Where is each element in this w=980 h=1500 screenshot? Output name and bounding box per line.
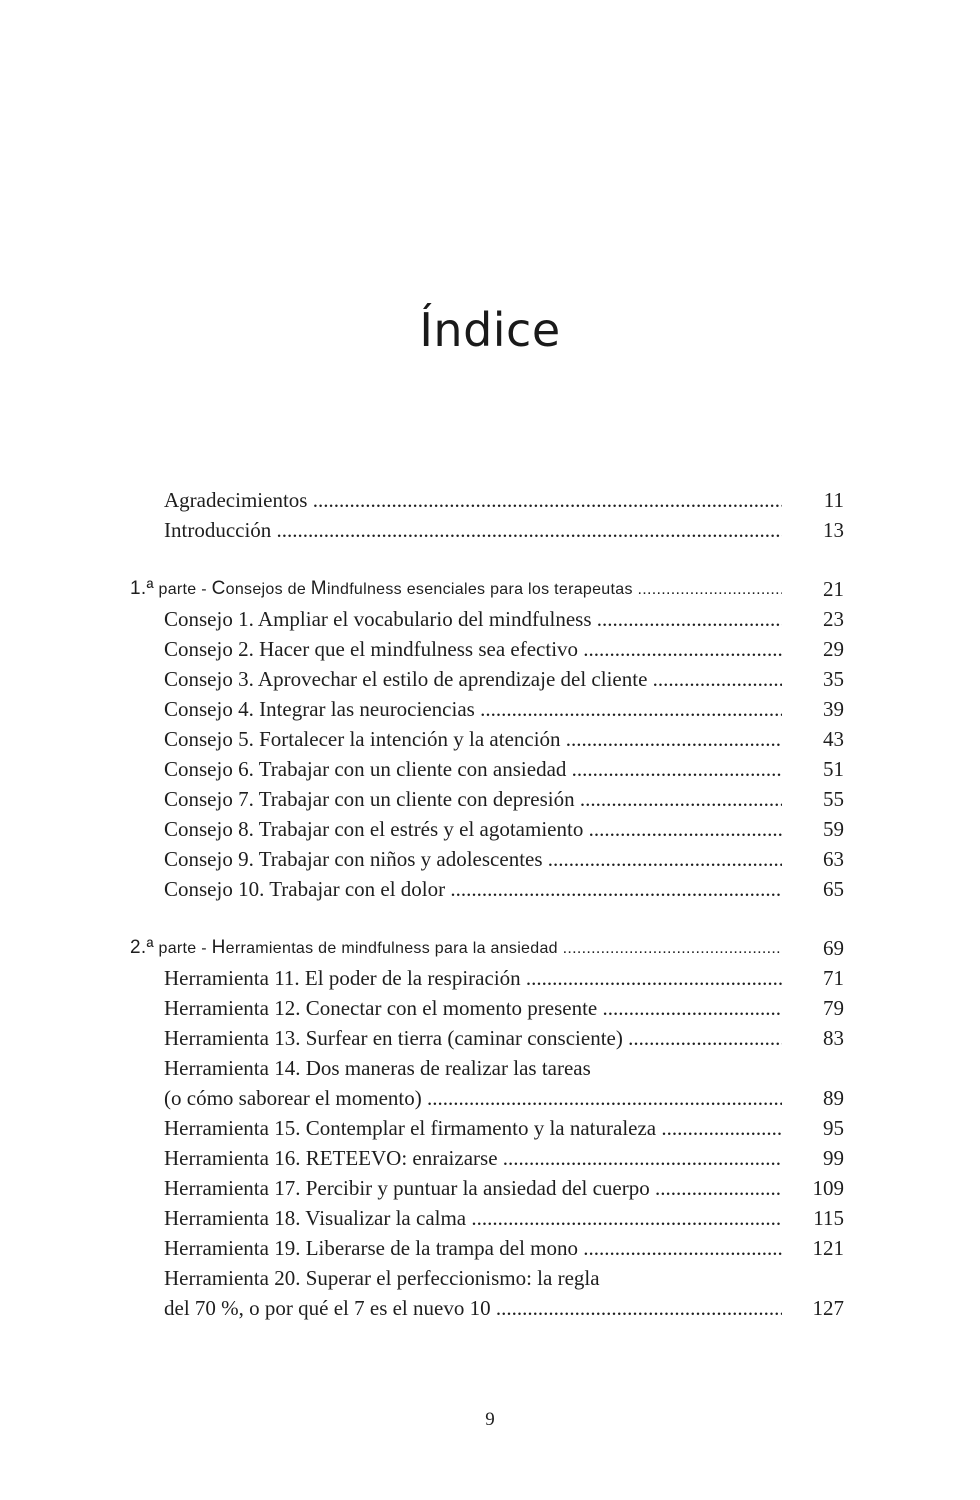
toc-entry-page: 21 bbox=[823, 577, 844, 601]
toc-entry-page: 109 bbox=[812, 1176, 844, 1200]
toc-entry-page: 63 bbox=[823, 847, 844, 871]
table-of-contents bbox=[130, 485, 850, 1323]
toc-entry bbox=[130, 694, 850, 724]
toc-entry-page: 11 bbox=[823, 488, 844, 512]
toc-entry bbox=[130, 1263, 850, 1293]
toc-entry-page: 59 bbox=[823, 817, 844, 841]
toc-entry-title: Consejo 10. Trabajar con el dolor ..... bbox=[164, 874, 782, 904]
toc-entry-title: Consejo 9. Trabajar con niños y adolescentes ..... bbox=[164, 844, 782, 874]
toc-entry bbox=[130, 1233, 850, 1263]
toc-entry bbox=[130, 724, 850, 754]
toc-entry bbox=[130, 814, 850, 844]
toc-entry-title: Herramienta 11. El poder de la respiración ..... bbox=[164, 963, 782, 993]
toc-entry-page: 39 bbox=[823, 697, 844, 721]
toc-entry-title: Agradecimientos ..... bbox=[164, 485, 782, 515]
toc-entry bbox=[130, 754, 850, 784]
toc-entry-title: Herramienta 18. Visualizar la calma ..... bbox=[164, 1203, 782, 1233]
part-number: 2.ª bbox=[130, 937, 154, 958]
toc-entry bbox=[130, 1053, 850, 1083]
toc-entry bbox=[130, 634, 850, 664]
toc-entry-page: 43 bbox=[823, 727, 844, 751]
toc-entry-page: 23 bbox=[823, 607, 844, 631]
toc-entry-page: 95 bbox=[823, 1116, 844, 1140]
toc-entry-page: 51 bbox=[823, 757, 844, 781]
toc-entry-title: Consejo 2. Hacer que el mindfulness sea efectivo ..... bbox=[164, 634, 782, 664]
toc-entry-title: Consejo 6. Trabajar con un cliente con ansiedad ..... bbox=[164, 754, 782, 784]
toc-entry-title: Consejo 1. Ampliar el vocabulario del mindfulness ..... bbox=[164, 604, 782, 634]
toc-entry bbox=[130, 1203, 850, 1233]
toc-entry-page: 83 bbox=[823, 1026, 844, 1050]
toc-entry-title: Herramienta 19. Liberarse de la trampa del mono ..... bbox=[164, 1233, 782, 1263]
page-number: 9 bbox=[485, 1409, 495, 1430]
toc-entry-page: 127 bbox=[812, 1296, 844, 1320]
toc-entry-title: Introducción ..... bbox=[164, 515, 782, 545]
toc-entry bbox=[130, 1173, 850, 1203]
toc-entry-page: 121 bbox=[812, 1236, 844, 1260]
toc-entry bbox=[130, 963, 850, 993]
toc-entry-title: Consejo 4. Integrar las neurociencias ..... bbox=[164, 694, 782, 724]
toc-entry-page: 79 bbox=[823, 996, 844, 1020]
toc-entry bbox=[130, 1113, 850, 1143]
toc-entry-title: Consejo 3. Aprovechar el estilo de aprendizaje del cliente ..... bbox=[164, 664, 782, 694]
toc-entry-title: del 70 %, o por qué el 7 es el nuevo 10 ..... bbox=[164, 1293, 782, 1323]
toc-entry-title: (o cómo saborear el momento) ..... bbox=[164, 1083, 782, 1113]
toc-entry bbox=[130, 1143, 850, 1173]
toc-entry-title: Herramienta 20. Superar el perfeccionismo: la regla bbox=[164, 1266, 600, 1290]
toc-entry-page: 65 bbox=[823, 877, 844, 901]
toc-entry-title: Consejo 8. Trabajar con el estrés y el agotamiento ..... bbox=[164, 814, 782, 844]
toc-entry bbox=[130, 1293, 850, 1323]
toc-entry bbox=[130, 784, 850, 814]
part-title: 1.ª parte - Consejos de Mindfulness esenciales para los terapeutas ..... bbox=[130, 574, 782, 604]
part1-entries bbox=[130, 604, 850, 904]
toc-entry-title: Herramienta 16. RETEEVO: enraizarse ..... bbox=[164, 1143, 782, 1173]
part-number: 1.ª bbox=[130, 578, 154, 599]
toc-entry-title: Herramienta 13. Surfear en tierra (caminar consciente) ..... bbox=[164, 1023, 782, 1053]
toc-entry bbox=[130, 1083, 850, 1113]
toc-part-heading bbox=[130, 574, 850, 604]
toc-entry bbox=[130, 993, 850, 1023]
toc-entry bbox=[130, 485, 850, 515]
toc-entry-title: Herramienta 14. Dos maneras de realizar las tareas bbox=[164, 1056, 591, 1080]
toc-entry-page: 13 bbox=[823, 518, 844, 542]
toc-entry-page: 29 bbox=[823, 637, 844, 661]
toc-entry bbox=[130, 1023, 850, 1053]
toc-entry bbox=[130, 604, 850, 634]
toc-entry bbox=[130, 874, 850, 904]
toc-entry-page: 69 bbox=[823, 936, 844, 960]
toc-entry-page: 89 bbox=[823, 1086, 844, 1110]
toc-entry-title: Herramienta 15. Contemplar el firmamento y la naturaleza ..... bbox=[164, 1113, 782, 1143]
page-title: Índice bbox=[419, 302, 561, 357]
toc-entry-page: 55 bbox=[823, 787, 844, 811]
part-title: 2.ª parte - Herramientas de mindfulness para la ansiedad ..... bbox=[130, 933, 782, 963]
toc-entry bbox=[130, 664, 850, 694]
part2-entries bbox=[130, 963, 850, 1323]
toc-entry-title: Herramienta 17. Percibir y puntuar la ansiedad del cuerpo ..... bbox=[164, 1173, 782, 1203]
toc-entry-title: Consejo 5. Fortalecer la intención y la atención ..... bbox=[164, 724, 782, 754]
toc-entry bbox=[130, 515, 850, 545]
toc-entry-page: 35 bbox=[823, 667, 844, 691]
toc-entry bbox=[130, 844, 850, 874]
toc-entry-page: 99 bbox=[823, 1146, 844, 1170]
toc-entry-title: Herramienta 12. Conectar con el momento presente ..... bbox=[164, 993, 782, 1023]
toc-part-heading bbox=[130, 933, 850, 963]
toc-entry-page: 115 bbox=[813, 1206, 844, 1230]
toc-entry-page: 71 bbox=[823, 966, 844, 990]
toc-entry-title: Consejo 7. Trabajar con un cliente con depresión ..... bbox=[164, 784, 782, 814]
